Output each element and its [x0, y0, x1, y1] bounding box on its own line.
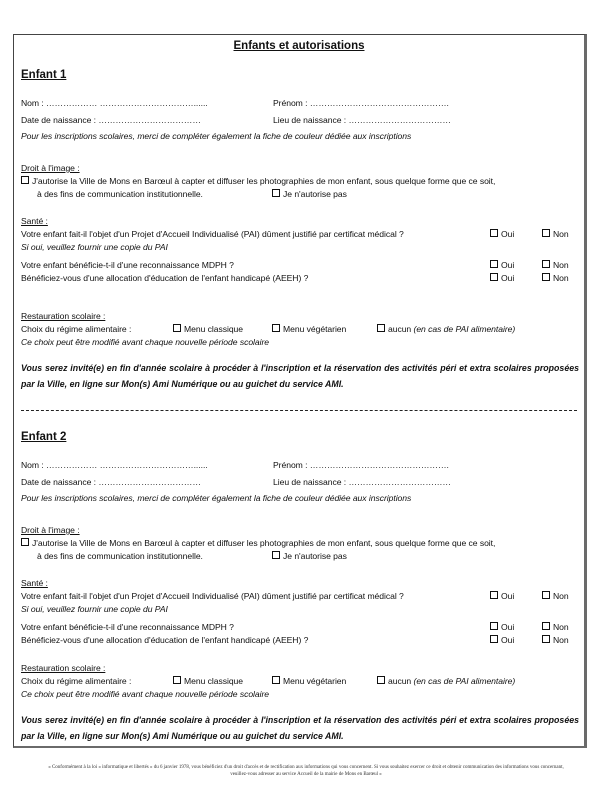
- diet-label: Choix du régime alimentaire :: [21, 676, 132, 686]
- checkbox-icon[interactable]: [490, 273, 498, 281]
- no-label: Non: [553, 591, 569, 601]
- pai-yes-option[interactable]: [490, 229, 514, 239]
- checkbox-icon[interactable]: [490, 229, 498, 237]
- mdph-yes-option[interactable]: [490, 622, 514, 632]
- image-refuse-option[interactable]: [272, 189, 347, 199]
- diet-note: Ce choix peut être modifié avant chaque nouvelle période scolaire: [21, 337, 270, 347]
- diet-veg-label: Menu végétarien: [283, 676, 347, 686]
- mdph-no-option[interactable]: [542, 622, 569, 632]
- image-refuse-option[interactable]: [272, 551, 347, 561]
- health-heading: Santé :: [21, 216, 48, 226]
- checkbox-icon[interactable]: [272, 324, 280, 332]
- invitation-notice: Vous serez invité(e) en fin d'année scolaire à procéder à l'inscription et la réservation des activités péri et extra scolaires proposées par la Ville, en ligne sur Mon(s) Ami Numérique ou au guichet du service AMI.: [21, 715, 579, 741]
- aeeh-question: Bénéficiez-vous d'une allocation d'éducation de l'enfant handicapé (AEEH) ?: [21, 635, 309, 645]
- inscription-note: Pour les inscriptions scolaires, merci de compléter également la fiche de couleur dédiée aux inscriptions: [21, 493, 412, 503]
- diet-classic-label: Menu classique: [184, 324, 244, 334]
- diet-veg-label: Menu végétarien: [283, 324, 347, 334]
- checkbox-icon[interactable]: [173, 324, 181, 332]
- pai-note: Si oui, veuillez fournir une copie du PAI: [21, 604, 168, 614]
- aeeh-yes-option[interactable]: [490, 273, 514, 283]
- no-label: Non: [553, 229, 569, 239]
- pai-no-option[interactable]: [542, 229, 569, 239]
- image-authorize-option[interactable]: [21, 538, 495, 548]
- checkbox-icon[interactable]: [542, 591, 550, 599]
- page-title: Enfants et autorisations: [233, 40, 365, 52]
- invitation-notice: Vous serez invité(e) en fin d'année scolaire à procéder à l'inscription et la réservation des activités péri et extra scolaires proposées par la Ville, en ligne sur Mon(s) Ami Numérique ou au guichet du service AMI.: [21, 363, 579, 389]
- checkbox-icon[interactable]: [490, 260, 498, 268]
- checkbox-icon[interactable]: [542, 635, 550, 643]
- date-naissance-field[interactable]: Date de naissance : ………………………………: [21, 115, 201, 125]
- child-section-2: [14, 397, 584, 747]
- checkbox-icon[interactable]: [542, 622, 550, 630]
- legal-footer: « Conformément à la loi « informatique et libertés » du 6 janvier 1978, vous bénéficiez d'un droit d'accès et de rectification aux informations qui vous concernent. Si vous souhaitez exercer ce droit et obtenir communication des informations vous concernant, veuillez-vous adresser au service Accueil de la mairie de Mons en Barœul »: [48, 765, 564, 777]
- image-authorize-label: J'autorise la Ville de Mons en Barœul à capter et diffuser les photographies de mon enfant, sous quelque forme que ce soit,: [32, 176, 496, 186]
- checkbox-icon[interactable]: [542, 229, 550, 237]
- mdph-yes-option[interactable]: [490, 260, 514, 270]
- checkbox-icon[interactable]: [542, 273, 550, 281]
- no-label: Non: [553, 635, 569, 645]
- date-naissance-field[interactable]: Date de naissance : ………………………………: [21, 477, 201, 487]
- image-rights-heading: Droit à l'image :: [21, 163, 80, 173]
- aeeh-yes-option[interactable]: [490, 635, 514, 645]
- diet-veg-option[interactable]: [272, 676, 346, 686]
- yes-label: Oui: [501, 622, 515, 632]
- diet-classic-label: Menu classique: [184, 676, 244, 686]
- form-frame: [13, 34, 587, 748]
- lieu-naissance-field[interactable]: Lieu de naissance : ………………………………: [273, 477, 451, 487]
- checkbox-icon[interactable]: [377, 676, 385, 684]
- aeeh-question: Bénéficiez-vous d'une allocation d'éducation de l'enfant handicapé (AEEH) ?: [21, 273, 309, 283]
- health-heading: Santé :: [21, 578, 48, 588]
- image-authorize-label-cont: à des fins de communication institutionnelle.: [37, 551, 203, 561]
- image-authorize-label-cont: à des fins de communication institutionnelle.: [37, 189, 203, 199]
- checkbox-icon[interactable]: [21, 176, 29, 184]
- prenom-field[interactable]: Prénom : ………………………………………….: [273, 98, 449, 108]
- checkbox-icon[interactable]: [542, 260, 550, 268]
- diet-none-label: aucun: [388, 676, 412, 686]
- diet-none-note: (en cas de PAI alimentaire): [413, 324, 516, 334]
- no-label: Non: [553, 260, 569, 270]
- aeeh-no-option[interactable]: [542, 273, 569, 283]
- prenom-field[interactable]: Prénom : ………………………………………….: [273, 460, 449, 470]
- yes-label: Oui: [501, 635, 515, 645]
- diet-none-note: (en cas de PAI alimentaire): [413, 676, 516, 686]
- checkbox-icon[interactable]: [173, 676, 181, 684]
- child-heading: Enfant 1: [21, 69, 67, 81]
- yes-label: Oui: [501, 591, 515, 601]
- image-authorize-option[interactable]: [21, 176, 495, 186]
- no-label: Non: [553, 273, 569, 283]
- diet-label: Choix du régime alimentaire :: [21, 324, 132, 334]
- checkbox-icon[interactable]: [21, 538, 29, 546]
- diet-veg-option[interactable]: [272, 324, 346, 334]
- diet-classic-option[interactable]: [173, 676, 243, 686]
- nom-field[interactable]: Nom : ……………… ……………………………......: [21, 98, 208, 108]
- diet-classic-option[interactable]: [173, 324, 243, 334]
- checkbox-icon[interactable]: [272, 189, 280, 197]
- yes-label: Oui: [501, 229, 515, 239]
- child-section-1: [14, 35, 584, 425]
- pai-yes-option[interactable]: [490, 591, 514, 601]
- diet-none-option[interactable]: [377, 324, 515, 334]
- pai-question: Votre enfant fait-il l'objet d'un Projet d'Accueil Individualisé (PAI) dûment justifié par certificat médical ?: [21, 229, 404, 239]
- pai-note: Si oui, veuillez fournir une copie du PAI: [21, 242, 168, 252]
- diet-none-option[interactable]: [377, 676, 515, 686]
- yes-label: Oui: [501, 260, 515, 270]
- image-refuse-label: Je n'autorise pas: [283, 551, 347, 561]
- aeeh-no-option[interactable]: [542, 635, 569, 645]
- lieu-naissance-field[interactable]: Lieu de naissance : ………………………………: [273, 115, 451, 125]
- restauration-heading: Restauration scolaire :: [21, 311, 106, 321]
- checkbox-icon[interactable]: [377, 324, 385, 332]
- pai-question: Votre enfant fait-il l'objet d'un Projet d'Accueil Individualisé (PAI) dûment justifié par certificat médical ?: [21, 591, 404, 601]
- checkbox-icon[interactable]: [490, 635, 498, 643]
- image-rights-heading: Droit à l'image :: [21, 525, 80, 535]
- image-refuse-label: Je n'autorise pas: [283, 189, 347, 199]
- checkbox-icon[interactable]: [272, 676, 280, 684]
- child-heading: Enfant 2: [21, 431, 67, 443]
- inscription-note: Pour les inscriptions scolaires, merci de compléter également la fiche de couleur dédiée aux inscriptions: [21, 131, 412, 141]
- image-authorize-label: J'autorise la Ville de Mons en Barœul à capter et diffuser les photographies de mon enfant, sous quelque forme que ce soit,: [32, 538, 496, 548]
- yes-label: Oui: [501, 273, 515, 283]
- diet-note: Ce choix peut être modifié avant chaque nouvelle période scolaire: [21, 689, 270, 699]
- checkbox-icon[interactable]: [272, 551, 280, 559]
- checkbox-icon[interactable]: [490, 622, 498, 630]
- mdph-no-option[interactable]: [542, 260, 569, 270]
- restauration-heading: Restauration scolaire :: [21, 663, 106, 673]
- mdph-question: Votre enfant bénéficie-t-il d'une reconnaissance MDPH ?: [21, 622, 234, 632]
- checkbox-icon[interactable]: [490, 591, 498, 599]
- mdph-question: Votre enfant bénéficie-t-il d'une reconnaissance MDPH ?: [21, 260, 234, 270]
- diet-none-label: aucun: [388, 324, 412, 334]
- pai-no-option[interactable]: [542, 591, 569, 601]
- no-label: Non: [553, 622, 569, 632]
- nom-field[interactable]: Nom : ……………… ……………………………......: [21, 460, 208, 470]
